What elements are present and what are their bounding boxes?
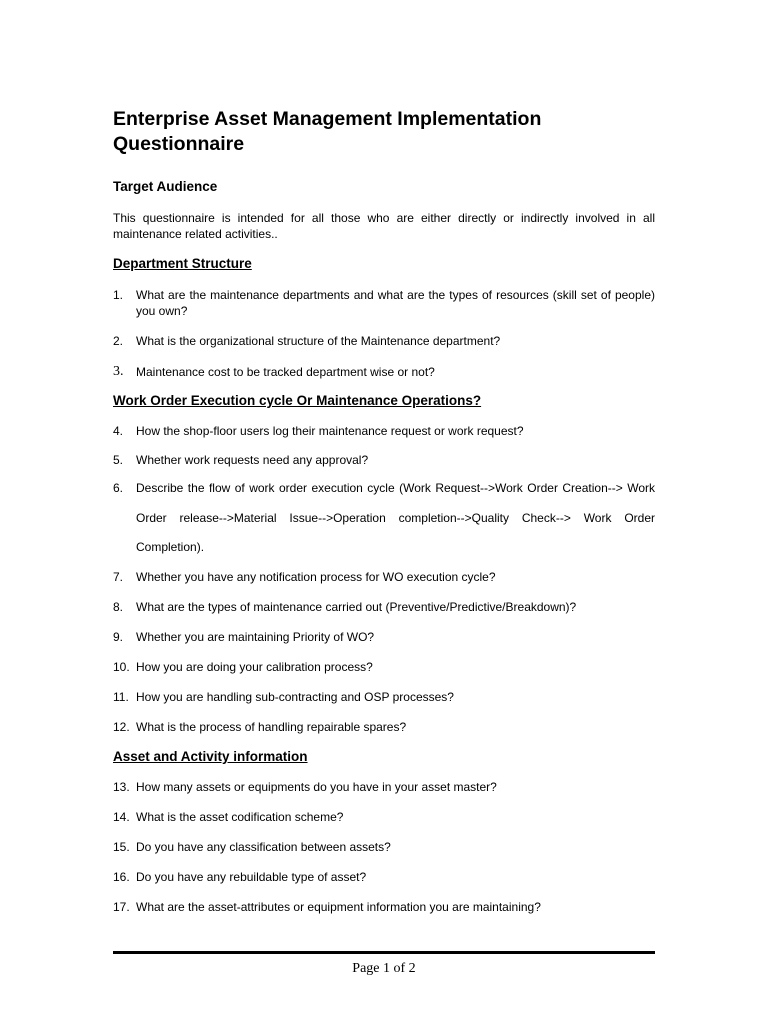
footer-divider — [113, 951, 655, 954]
title-line-2: Questionnaire — [113, 133, 245, 155]
question-number: 3. — [113, 364, 124, 379]
document-body — [113, 107, 655, 915]
question-text: What are the types of maintenance carried out (Preventive/Predictive/Breakdown)? — [136, 599, 577, 614]
question-item — [113, 474, 655, 563]
question-text: Whether work requests need any approval? — [136, 453, 369, 467]
page-number: Page 1 of 2 — [352, 961, 416, 976]
title-line-1: Enterprise Asset Management Implementation — [113, 108, 542, 130]
section-heading-work-order: Work Order Execution cycle Or Maintenance Operations? — [113, 393, 482, 408]
question-number: 8. — [113, 599, 124, 614]
section-heading-asset-info: Asset and Activity information — [113, 748, 308, 764]
question-item — [113, 629, 655, 645]
question-item — [113, 689, 655, 705]
question-number: 1. — [113, 288, 124, 302]
question-number: 2. — [113, 334, 124, 348]
question-number: 15. — [113, 839, 130, 854]
question-text: How you are doing your calibration process? — [136, 659, 373, 674]
question-item — [113, 809, 655, 825]
question-text: What is the process of handling repairable spares? — [136, 719, 407, 734]
question-text: What are the maintenance departments and what are the types of resources (skill set of people) you own? — [136, 288, 655, 318]
question-item — [113, 333, 655, 349]
question-list-department — [113, 287, 655, 380]
question-number: 10. — [113, 659, 130, 674]
intro-paragraph: This questionnaire is intended for all those who are either directly or indirectly involved in all maintenance related activities.. — [113, 211, 655, 241]
question-text: What is the asset codification scheme? — [136, 809, 344, 824]
question-number: 13. — [113, 779, 130, 794]
question-number: 6. — [113, 481, 124, 495]
question-text: Do you have any rebuildable type of asset? — [136, 869, 367, 884]
question-item — [113, 287, 655, 319]
question-item — [113, 423, 655, 439]
question-number: 5. — [113, 453, 124, 467]
question-text: What are the asset-attributes or equipment information you are maintaining? — [136, 899, 541, 914]
question-number: 14. — [113, 809, 130, 824]
question-item — [113, 779, 655, 795]
question-text: Do you have any classification between assets? — [136, 839, 391, 854]
section-heading-department-structure: Department Structure — [113, 256, 252, 271]
question-number: 12. — [113, 719, 130, 734]
question-text: Whether you are maintaining Priority of WO? — [136, 629, 375, 644]
question-number: 16. — [113, 869, 130, 884]
question-item — [113, 659, 655, 675]
document-title — [113, 107, 655, 157]
question-text: Describe the flow of work order execution cycle (Work Request-->Work Order Creation--> Work Order release-->Material Issue-->Operation completion-->Quality Check--> Work Order Completion). — [136, 481, 655, 555]
question-number: 7. — [113, 569, 124, 584]
question-item — [113, 452, 655, 468]
question-number: 17. — [113, 899, 130, 914]
question-item — [113, 599, 655, 615]
question-text: Whether you have any notification process for WO execution cycle? — [136, 569, 496, 584]
question-item — [113, 839, 655, 855]
question-item — [113, 569, 655, 585]
question-item — [113, 899, 655, 915]
question-text: How the shop-floor users log their maintenance request or work request? — [136, 424, 524, 438]
question-item — [113, 364, 655, 380]
question-item — [113, 869, 655, 885]
target-audience-heading: Target Audience — [113, 179, 218, 194]
question-number: 9. — [113, 629, 124, 644]
question-number: 11. — [113, 689, 129, 704]
question-list-work-order — [113, 423, 655, 735]
question-list-asset — [113, 779, 655, 915]
question-number: 4. — [113, 424, 124, 438]
question-item — [113, 719, 655, 735]
question-text: How you are handling sub-contracting and OSP processes? — [136, 689, 454, 704]
question-text: What is the organizational structure of the Maintenance department? — [136, 334, 501, 348]
question-text: How many assets or equipments do you have in your asset master? — [136, 779, 497, 794]
question-text: Maintenance cost to be tracked department wise or not? — [136, 365, 435, 379]
